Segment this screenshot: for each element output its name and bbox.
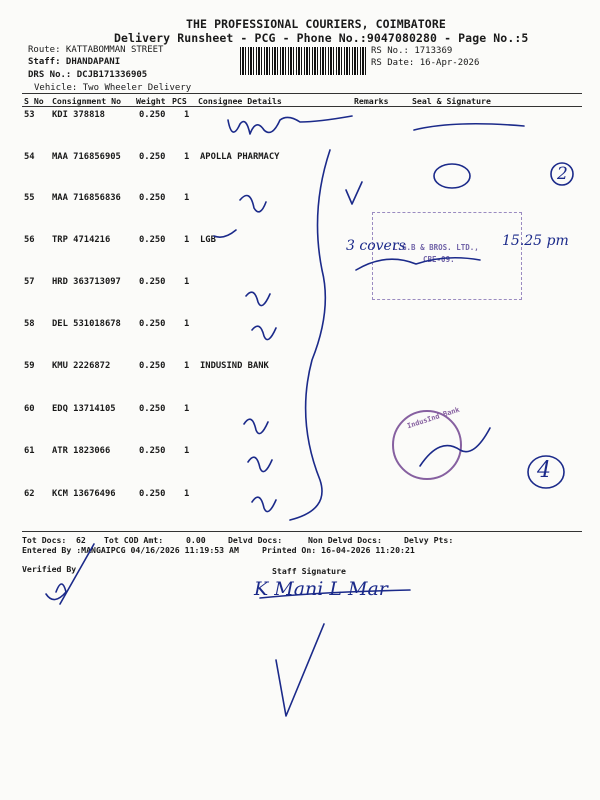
row-consignee: LGB [200,235,216,245]
verified-slash [60,544,94,604]
row-sno: 61 [24,446,35,456]
handwritten-covers-note: 3 covers [346,238,406,254]
tot-cod-value: 0.00 [186,535,206,545]
row-pcs: 1 [184,361,190,371]
row-pcs: 1 [184,193,190,203]
company-name: THE PROFESSIONAL COURIERS, COIMBATORE [186,17,446,31]
big-tick [276,624,324,716]
row-consignee: APOLLA PHARMACY [200,152,280,162]
drs-number: DRS No.: DCJB171336905 [28,70,148,80]
delvy-pts-label: Delvy Pts: [404,535,454,545]
row56-date-signature [356,258,480,270]
row-consignment-no: MAA 716856905 [52,152,121,162]
lgb-stamp-name: L.G.B & BROS. LTD., [393,243,479,252]
row-pcs: 1 [184,235,190,245]
staff-label: Staff: DHANDAPANI [28,57,121,67]
row54-scribble [414,124,524,130]
col-seal-signature: Seal & Signature [412,96,491,106]
staff-sig-flourish [260,590,410,598]
col-consignee: Consignee Details [198,96,282,106]
entered-by: Entered By :MANGAIPCG 04/16/2026 11:19:53 AM [22,545,239,555]
tick-55 [240,196,266,212]
verified-by-label: Verified By [22,564,77,574]
row-pcs: 1 [184,319,190,329]
row-sno: 54 [24,152,35,162]
row-weight: 0.250 [139,489,166,499]
rs-date: RS Date: 16-Apr-2026 [371,58,480,68]
col-weight: Weight [136,96,166,106]
printed-on: Printed On: 16-04-2026 11:20:21 [262,545,415,555]
row-sno: 55 [24,193,35,203]
runsheet-subtitle: Delivery Runsheet - PCG - Phone No.:9047080280 - Page No.:5 [114,31,529,45]
row-consignment-no: KDI 378818 [52,110,105,120]
row-sno: 62 [24,489,35,499]
tot-cod-label: Tot COD Amt: [104,535,164,545]
col-sno: S No [24,96,44,106]
tot-docs-label: Tot Docs: [22,535,67,545]
circle-4-ring [528,456,564,488]
lgb-stamp-city: CBE-09. [423,255,455,264]
check-column [346,182,362,204]
rs-number: RS No.: 1713369 [371,46,453,56]
row-sno: 57 [24,277,35,287]
indusind-signature [420,428,490,466]
indusind-stamp-text: IndusInd Bank [406,405,461,431]
row-pcs: 1 [184,277,190,287]
col-remarks: Remarks [354,96,389,106]
delvd-docs-label: Delvd Docs: [228,535,283,545]
row-pcs: 1 [184,489,190,499]
row56-tick [214,230,236,237]
row-weight: 0.250 [139,110,166,120]
row-pcs: 1 [184,404,190,414]
row-consignment-no: EDQ 13714105 [52,404,116,414]
staff-signature-handwriting: K Mani L Mar [254,578,388,600]
row-consignment-no: HRD 363713097 [52,277,121,287]
row-sno: 58 [24,319,35,329]
tick-58 [252,326,276,339]
circle-2-ring [551,163,573,185]
row-weight: 0.250 [139,193,166,203]
row-pcs: 1 [184,152,190,162]
row-sno: 53 [24,110,35,120]
staff-signature-label: Staff Signature [272,566,346,576]
vehicle-label: Vehicle: Two Wheeler Delivery [34,83,192,93]
handwritten-circle-2: 2 [557,164,568,184]
handwritten-circle-4: 4 [537,458,551,483]
tick-61 [248,457,272,471]
row-consignment-no: TRP 4714216 [52,235,111,245]
row-weight: 0.250 [139,361,166,371]
handwritten-time: 15.25 pm [502,233,569,249]
row-weight: 0.250 [139,404,166,414]
tick-62 [252,497,276,511]
row53-signature [228,116,352,134]
row-consignee: INDUSIND BANK [200,361,269,371]
row-pcs: 1 [184,110,190,120]
row-sno: 56 [24,235,35,245]
row-consignment-no: DEL 531018678 [52,319,121,329]
row-sno: 60 [24,404,35,414]
tick-57 [246,292,270,305]
row-consignment-no: MAA 716856836 [52,193,121,203]
tick-60 [244,419,268,433]
row54-seal-scribble [434,164,470,188]
row-consignment-no: KMU 2226872 [52,361,111,371]
row-weight: 0.250 [139,446,166,456]
row-pcs: 1 [184,446,190,456]
row-consignment-no: ATR 1823066 [52,446,111,456]
col-pcs: PCS [172,96,187,106]
route-label: Route: KATTABOMMAN STREET [28,45,164,55]
delivery-line [290,150,330,520]
tot-docs-value: 62 [76,535,86,545]
col-consignment: Consignment No [52,96,122,106]
non-delvd-docs-label: Non Delvd Docs: [308,535,382,545]
row-weight: 0.250 [139,152,166,162]
row-weight: 0.250 [139,277,166,287]
row-weight: 0.250 [139,235,166,245]
row-sno: 59 [24,361,35,371]
row-weight: 0.250 [139,319,166,329]
row-consignment-no: KCM 13676496 [52,489,116,499]
